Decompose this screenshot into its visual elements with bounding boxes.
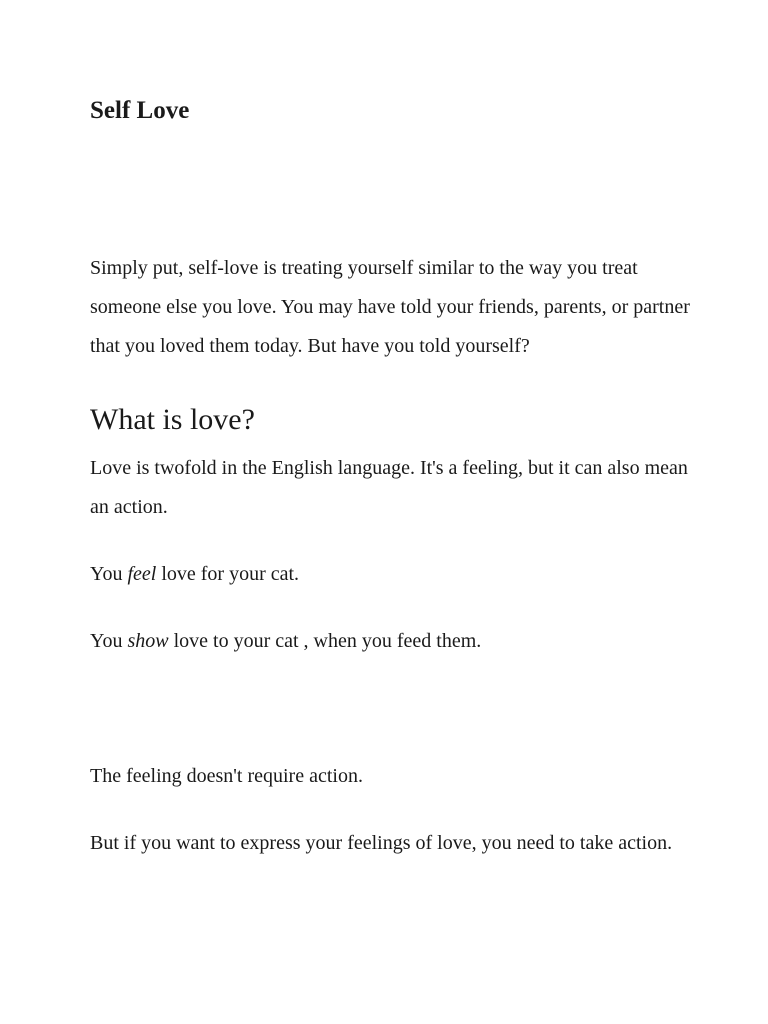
show-sentence [90, 622, 690, 661]
show-sentence-start: You [90, 630, 128, 652]
document-title: Self Love [90, 97, 190, 124]
no-action-paragraph: The feeling doesn't require action. [90, 765, 363, 787]
express-paragraph: But if you want to express your feelings of love, you need to take action. [90, 832, 673, 854]
feel-emphasis: feel [127, 563, 157, 585]
section-heading-what-is-love: What is love? [90, 403, 255, 436]
show-sentence-end: love to your cat , when you feed them. [168, 630, 482, 652]
feel-sentence-start: You [90, 563, 128, 585]
intro-paragraph: Simply put, self-love is treating yourself similar to the way you treat someone else you love. You may have told your friends, parents, or partner that you loved them today. But have you told yourself? [90, 257, 690, 357]
feel-sentence-end: love for your cat. [156, 563, 300, 585]
feel-sentence [90, 555, 690, 594]
twofold-paragraph: Love is twofold in the English language. It's a feeling, but it can also mean an action. [90, 457, 688, 518]
show-emphasis: show [127, 630, 169, 652]
